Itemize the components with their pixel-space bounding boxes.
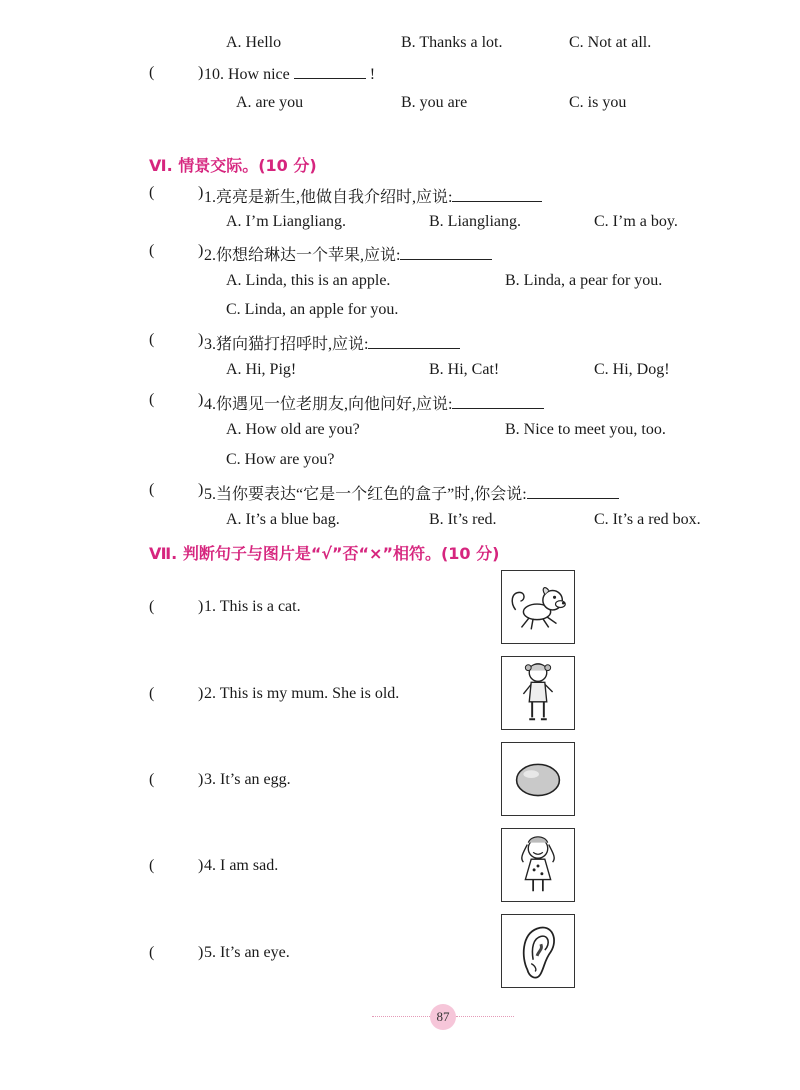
- answer-paren-close: ): [198, 598, 204, 615]
- s6-q5-option-a: A. It’s a blue bag.: [226, 511, 340, 528]
- s6-q4-option-b: B. Nice to meet you, too.: [505, 421, 666, 438]
- s7-q2-number: 2.: [204, 685, 216, 702]
- answer-blank[interactable]: [452, 187, 542, 202]
- answer-paren-close: ): [198, 184, 204, 201]
- s6-q5-option-c: C. It’s a red box.: [594, 511, 701, 528]
- s6-q5-stem: [204, 481, 619, 504]
- q10-number: 10.: [204, 66, 224, 83]
- s6-q3-option-a: A. Hi, Pig!: [226, 361, 297, 378]
- answer-blank[interactable]: [527, 484, 619, 499]
- s6-q1-stem: [204, 184, 542, 207]
- egg-icon: [502, 743, 574, 815]
- answer-blank[interactable]: [294, 64, 366, 79]
- q10-stem: [204, 64, 375, 84]
- s7-q1-sentence: [204, 598, 301, 616]
- dog-picture: [501, 570, 575, 644]
- answer-paren-close: ): [198, 64, 204, 81]
- s7-q5-number: 5.: [204, 944, 216, 961]
- answer-paren-close: ): [198, 857, 204, 874]
- dog-icon: [502, 571, 574, 643]
- q10-end: !: [369, 66, 376, 83]
- answer-paren-open[interactable]: (: [149, 481, 155, 498]
- s6-q2-text: 你想给琳达一个苹果,应说:: [216, 247, 401, 264]
- q9-option-a: A. Hello: [226, 34, 282, 51]
- s7-q3-sentence: [204, 771, 291, 789]
- answer-blank[interactable]: [368, 334, 460, 349]
- s6-q5-option-b: B. It’s red.: [429, 511, 497, 528]
- s6-q3-number: 3.: [204, 336, 216, 353]
- s7-q3-number: 3.: [204, 771, 216, 788]
- answer-paren-open[interactable]: (: [149, 242, 155, 259]
- ear-icon: [502, 915, 574, 987]
- q10-text: How nice: [228, 66, 290, 83]
- s6-q2-stem: [204, 242, 492, 265]
- s6-q2-option-a: A. Linda, this is an apple.: [226, 272, 391, 289]
- s6-q3-option-c: C. Hi, Dog!: [594, 361, 670, 378]
- s6-q5-text: 当你要表达“它是一个红色的盒子”时,你会说:: [216, 486, 527, 503]
- s7-q2-sentence: [204, 685, 399, 703]
- girl-picture: [501, 656, 575, 730]
- answer-blank[interactable]: [452, 394, 544, 409]
- s6-q1-number: 1.: [204, 189, 216, 206]
- s6-q4-number: 4.: [204, 396, 216, 413]
- s7-q5-sentence: [204, 944, 290, 962]
- s6-q2-option-b: B. Linda, a pear for you.: [505, 272, 663, 289]
- q9-option-c: C. Not at all.: [569, 34, 652, 51]
- s6-q2-option-c: C. Linda, an apple for you.: [226, 301, 399, 318]
- smiling-girl-icon: [502, 829, 574, 901]
- s6-q1-option-b: B. Liangliang.: [429, 213, 521, 230]
- girl-icon: [502, 657, 574, 729]
- answer-paren-close: ): [198, 481, 204, 498]
- answer-paren-open[interactable]: (: [149, 331, 155, 348]
- q9-option-b: B. Thanks a lot.: [401, 34, 503, 51]
- answer-paren-close: ): [198, 242, 204, 259]
- answer-paren-open[interactable]: (: [149, 598, 155, 615]
- s6-q3-option-b: B. Hi, Cat!: [429, 361, 500, 378]
- answer-paren-close: ): [198, 331, 204, 348]
- s6-q1-option-c: C. I’m a boy.: [594, 213, 678, 230]
- egg-picture: [501, 742, 575, 816]
- s7-q3-text: It’s an egg.: [220, 771, 291, 788]
- q10-option-a: A. are you: [236, 94, 304, 111]
- page-number: 87: [430, 1004, 456, 1030]
- answer-paren-open[interactable]: (: [149, 184, 155, 201]
- section-6-title: Ⅵ. 情景交际。(10 分): [149, 156, 317, 175]
- s6-q1-option-a: A. I’m Liangliang.: [226, 213, 346, 230]
- answer-paren-open[interactable]: (: [149, 857, 155, 874]
- s7-q4-sentence: [204, 857, 278, 875]
- s6-q3-text: 猪向猫打招呼时,应说:: [216, 336, 369, 353]
- answer-paren-open[interactable]: (: [149, 685, 155, 702]
- s6-q3-stem: [204, 331, 460, 354]
- section-7-title: Ⅶ. 判断句子与图片是“√”否“×”相符。(10 分): [149, 544, 500, 563]
- answer-blank[interactable]: [400, 245, 492, 260]
- s6-q5-number: 5.: [204, 486, 216, 503]
- s6-q4-stem: [204, 391, 544, 414]
- answer-paren-open[interactable]: (: [149, 771, 155, 788]
- s6-q4-text: 你遇见一位老朋友,向他问好,应说:: [216, 396, 453, 413]
- answer-paren-open[interactable]: (: [149, 391, 155, 408]
- answer-paren-close: ): [198, 685, 204, 702]
- q10-option-b: B. you are: [401, 94, 468, 111]
- answer-paren-close: ): [198, 944, 204, 961]
- smiling-girl-picture: [501, 828, 575, 902]
- answer-paren-open[interactable]: (: [149, 944, 155, 961]
- ear-picture: [501, 914, 575, 988]
- s6-q4-option-c: C. How are you?: [226, 451, 335, 468]
- s6-q1-text: 亮亮是新生,他做自我介绍时,应说:: [216, 189, 453, 206]
- footer-divider-right: [456, 1016, 514, 1017]
- s6-q4-option-a: A. How old are you?: [226, 421, 360, 438]
- answer-paren-close: ): [198, 771, 204, 788]
- s7-q5-text: It’s an eye.: [220, 944, 290, 961]
- s6-q2-number: 2.: [204, 247, 216, 264]
- footer-divider-left: [372, 1016, 430, 1017]
- s7-q2-text: This is my mum. She is old.: [219, 685, 400, 702]
- s7-q1-number: 1.: [204, 598, 216, 615]
- answer-paren-open[interactable]: (: [149, 64, 155, 81]
- s7-q4-number: 4.: [204, 857, 216, 874]
- answer-paren-close: ): [198, 391, 204, 408]
- q10-option-c: C. is you: [569, 94, 627, 111]
- s7-q1-text: This is a cat.: [219, 598, 301, 615]
- s7-q4-text: I am sad.: [220, 857, 279, 874]
